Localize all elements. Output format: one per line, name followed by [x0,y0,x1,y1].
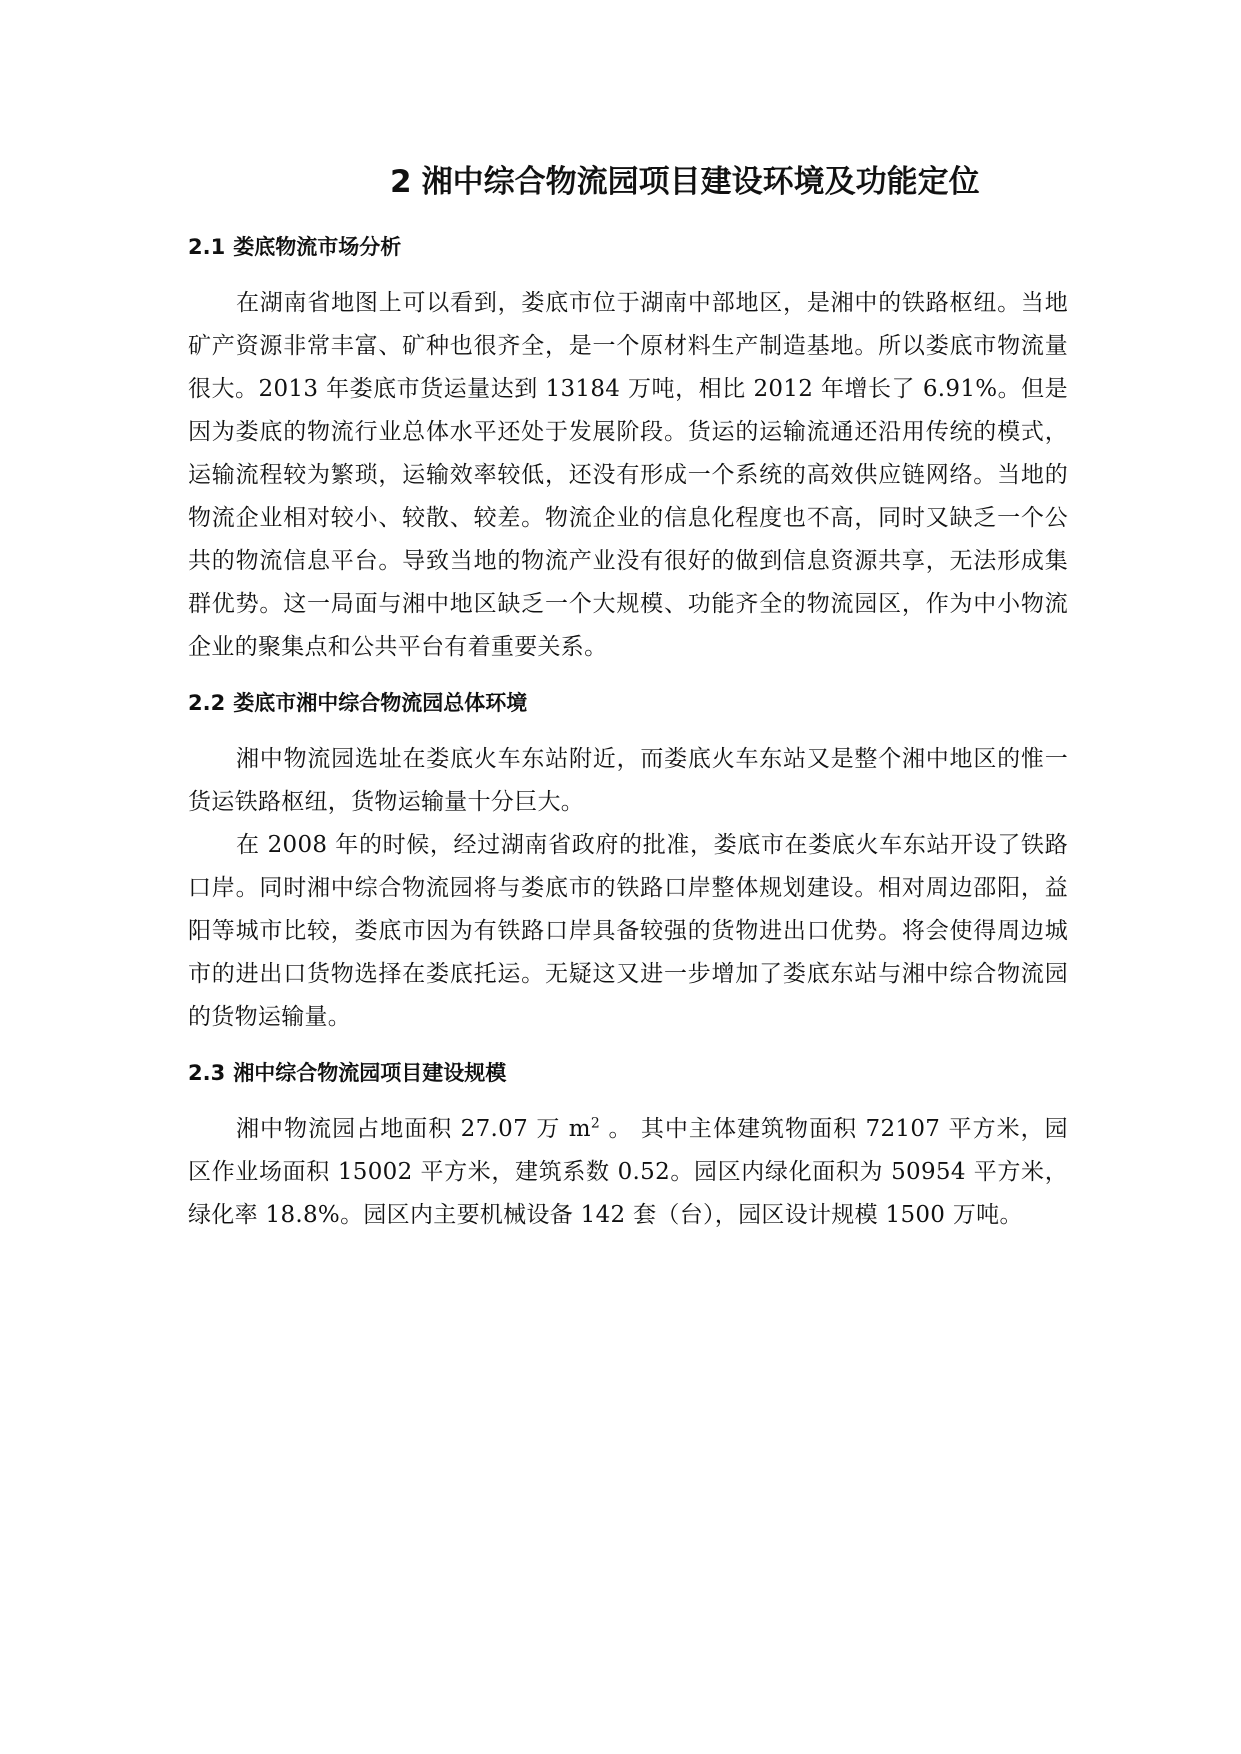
chapter-title [390,160,1150,204]
paragraph [188,1108,1068,1237]
section-heading [188,1058,1068,1088]
section-2-3 [188,1058,1068,1237]
section-heading [188,232,1068,262]
section-2-2 [188,688,1068,1039]
chapter-number: 2 [390,164,412,200]
paragraph: 在 2008 年的时候，经过湖南省政府的批准，娄底市在娄底火车东站开设了铁路口岸。同时湘中综合物流园将与娄底市的铁路口岸整体规划建设。相对周边邵阳，益阳等城市比较，娄底市因为有铁路口岸具备较强的货物进出口优势。将会使得周边城市的进出口货物选择在娄底托运。无疑这又进一步增加了娄底东站与湘中综合物流园的货物运输量。 [188,832,1068,1030]
paragraph-text: 。 其中主体建筑物面积 72107 平方米，园区作业场面积 15002 平方米，建筑系数 0.52。园区内绿化面积为 50954 平方米，绿化率 18.8%。园区内主要机械设备 142 套（台），园区设计规模 1500 万吨。 [188,1116,1068,1228]
section-number: 2.2 [188,691,226,715]
section-title: 娄底市湘中综合物流园总体环境 [233,691,528,715]
section-title: 娄底物流市场分析 [233,235,402,259]
section-2-1 [188,232,1068,669]
paragraph-text: 湘中物流园占地面积 27.07 万 m [236,1116,591,1142]
paragraph: 在湖南省地图上可以看到，娄底市位于湖南中部地区，是湘中的铁路枢纽。当地矿产资源非常丰富、矿种也很齐全，是一个原材料生产制造基地。所以娄底市物流量很大。2013 年娄底市货运量达到 13184 万吨，相比 2012 年增长了 6.91%。但是因为娄底的物流行业总体水平还处于发展阶段。货运的运输流通还沿用传统的模式，运输流程较为繁琐，运输效率较低，还没有形成一个系统的高效供应链网络。当地的物流企业相对较小、较散、较差。物流企业的信息化程度也不高，同时又缺乏一个公共的物流信息平台。导致当地的物流产业没有很好的做到信息资源共享，无法形成集群优势。这一局面与湘中地区缺乏一个大规模、功能齐全的物流园区，作为中小物流企业的聚集点和公共平台有着重要关系。 [188,290,1068,660]
section-number: 2.1 [188,235,226,259]
paragraph: 湘中物流园选址在娄底火车东站附近，而娄底火车东站又是整个湘中地区的惟一货运铁路枢纽，货物运输量十分巨大。 [188,746,1068,815]
superscript: 2 [590,1115,601,1132]
section-number: 2.3 [188,1061,226,1085]
chapter-title-text: 湘中综合物流园项目建设环境及功能定位 [421,164,980,200]
section-heading [188,688,1068,718]
section-title: 湘中综合物流园项目建设规模 [233,1061,507,1085]
